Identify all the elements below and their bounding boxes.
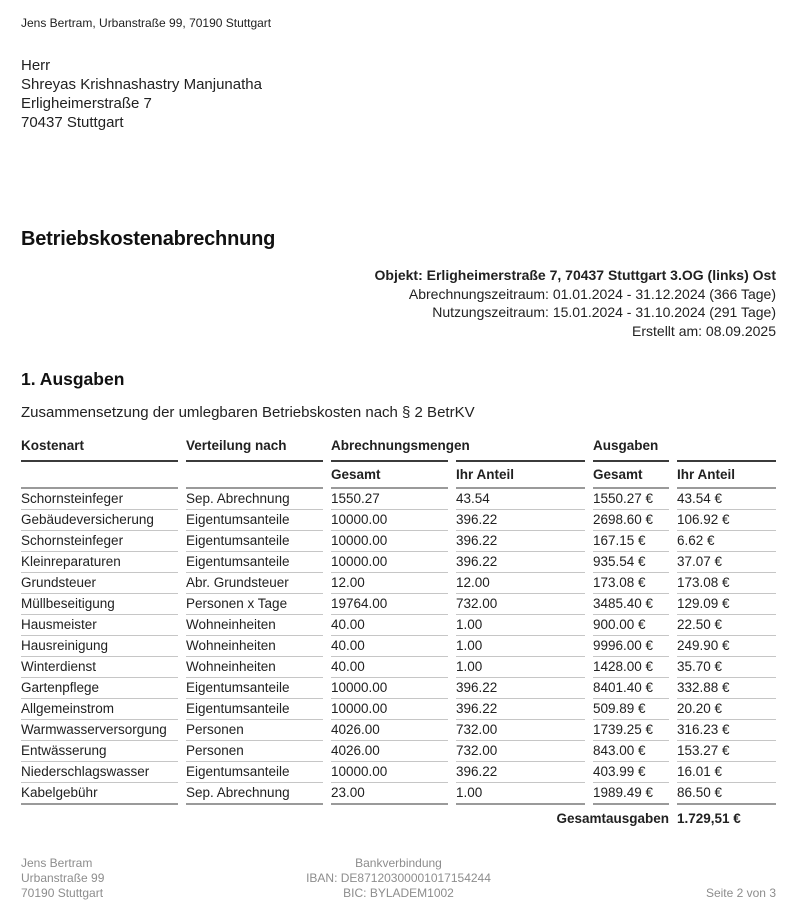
table-row (21, 699, 776, 720)
table-cell-ausgaben-anteil: 249.90 € (677, 636, 776, 657)
table-cell-verteilung: Sep. Abrechnung (186, 489, 323, 510)
table-cell-ausgaben-gesamt: 1428.00 € (593, 657, 669, 678)
table-cell-verteilung: Eigentumsanteile (186, 762, 323, 783)
table-sub-header-row (21, 462, 776, 489)
column-header-spacer-2 (677, 437, 776, 462)
column-header-ausgaben: Ausgaben (593, 437, 669, 462)
table-cell-verteilung: Personen (186, 720, 323, 741)
footer-bic-line: BIC: BYLADEM1002 (343, 886, 454, 900)
sub-header-ausgaben-anteil: Ihr Anteil (677, 462, 776, 489)
table-cell-ausgaben-gesamt: 3485.40 € (593, 594, 669, 615)
table-cell-menge-anteil: 43.54 (456, 489, 585, 510)
recipient-name: Shreyas Krishnashastry Manjunatha (21, 76, 262, 93)
section-heading: 1. Ausgaben (21, 369, 125, 389)
recipient-address (21, 56, 776, 132)
table-cell-menge-anteil: 1.00 (456, 783, 585, 805)
table-cell-ausgaben-gesamt: 8401.40 € (593, 678, 669, 699)
table-cell-menge-anteil: 1.00 (456, 657, 585, 678)
footer-page-number: Seite 2 von 3 (705, 886, 776, 900)
table-cell-ausgaben-gesamt: 509.89 € (593, 699, 669, 720)
sub-header-ausgaben-gesamt: Gesamt (593, 462, 669, 489)
table-cell-ausgaben-gesamt: 2698.60 € (593, 510, 669, 531)
created-date-line: Erstellt am: 08.09.2025 (632, 322, 776, 339)
table-row (21, 783, 776, 805)
sender-line: Jens Bertram, Urbanstraße 99, 70190 Stuttgart (21, 16, 272, 30)
costs-table-body (21, 489, 776, 805)
table-cell-menge-anteil: 396.22 (456, 678, 585, 699)
table-row (21, 741, 776, 762)
table-cell-verteilung: Personen x Tage (186, 594, 323, 615)
document-title: Betriebskostenabrechnung (21, 228, 276, 250)
table-cell-menge-gesamt: 10000.00 (331, 699, 448, 720)
table-cell-menge-anteil: 1.00 (456, 615, 585, 636)
table-cell-ausgaben-anteil: 153.27 € (677, 741, 776, 762)
table-cell-kostenart: Entwässerung (21, 741, 178, 762)
table-cell-menge-gesamt: 40.00 (331, 657, 448, 678)
footer-bank-title: Bankverbindung (355, 856, 442, 870)
table-cell-ausgaben-anteil: 86.50 € (677, 783, 776, 805)
table-cell-kostenart: Allgemeinstrom (21, 699, 178, 720)
table-cell-ausgaben-anteil: 316.23 € (677, 720, 776, 741)
total-value: 1.729,51 € (677, 811, 741, 826)
table-cell-ausgaben-gesamt: 167.15 € (593, 531, 669, 552)
table-cell-kostenart: Gartenpflege (21, 678, 178, 699)
table-cell-kostenart: Gebäudeversicherung (21, 510, 178, 531)
table-cell-menge-anteil: 732.00 (456, 594, 585, 615)
table-cell-verteilung: Eigentumsanteile (186, 699, 323, 720)
table-cell-menge-gesamt: 19764.00 (331, 594, 448, 615)
table-row (21, 720, 776, 741)
table-cell-ausgaben-gesamt: 403.99 € (593, 762, 669, 783)
sub-header-spacer-2 (186, 462, 323, 489)
footer-iban-line: IBAN: DE87120300001017154244 (306, 871, 491, 885)
total-row (21, 805, 776, 829)
table-cell-ausgaben-anteil: 173.08 € (677, 573, 776, 594)
table-cell-verteilung: Eigentumsanteile (186, 510, 323, 531)
table-cell-ausgaben-anteil: 20.20 € (677, 699, 776, 720)
total-label: Gesamtausgaben (556, 811, 669, 826)
footer-sender-block (21, 856, 241, 901)
table-cell-menge-gesamt: 23.00 (331, 783, 448, 805)
table-cell-menge-anteil: 396.22 (456, 552, 585, 573)
table-cell-menge-gesamt: 10000.00 (331, 762, 448, 783)
table-cell-ausgaben-gesamt: 9996.00 € (593, 636, 669, 657)
table-row (21, 636, 776, 657)
table-row (21, 531, 776, 552)
table-cell-menge-gesamt: 1550.27 (331, 489, 448, 510)
table-cell-verteilung: Eigentumsanteile (186, 678, 323, 699)
table-row (21, 573, 776, 594)
table-cell-ausgaben-anteil: 106.92 € (677, 510, 776, 531)
costs-table (13, 437, 784, 829)
sub-header-menge-gesamt: Gesamt (331, 462, 448, 489)
table-cell-kostenart: Schornsteinfeger (21, 489, 178, 510)
column-header-kostenart: Kostenart (21, 437, 178, 462)
table-cell-verteilung: Personen (186, 741, 323, 762)
table-row (21, 489, 776, 510)
billing-period-line: Abrechnungszeitraum: 01.01.2024 - 31.12.2024 (366 Tage) (408, 285, 776, 302)
table-cell-kostenart: Kleinreparaturen (21, 552, 178, 573)
recipient-city: 70437 Stuttgart (21, 114, 124, 131)
table-row (21, 657, 776, 678)
table-row (21, 510, 776, 531)
table-row (21, 678, 776, 699)
table-cell-menge-anteil: 396.22 (456, 510, 585, 531)
table-cell-ausgaben-gesamt: 1989.49 € (593, 783, 669, 805)
table-cell-menge-gesamt: 4026.00 (331, 741, 448, 762)
table-cell-kostenart: Winterdienst (21, 657, 178, 678)
column-header-verteilung-nach: Verteilung nach (186, 437, 323, 462)
table-cell-verteilung: Wohneinheiten (186, 615, 323, 636)
page-footer (21, 856, 776, 901)
table-cell-kostenart: Hausreinigung (21, 636, 178, 657)
table-cell-kostenart: Kabelgebühr (21, 783, 178, 805)
table-cell-menge-anteil: 396.22 (456, 531, 585, 552)
table-group-header-row (21, 437, 776, 462)
table-cell-verteilung: Sep. Abrechnung (186, 783, 323, 805)
table-cell-menge-anteil: 1.00 (456, 636, 585, 657)
table-cell-menge-anteil: 396.22 (456, 699, 585, 720)
column-header-abrechnungsmengen: Abrechnungsmengen (331, 437, 448, 462)
table-cell-menge-gesamt: 10000.00 (331, 678, 448, 699)
table-cell-ausgaben-anteil: 16.01 € (677, 762, 776, 783)
footer-sender-city: 70190 Stuttgart (21, 886, 104, 900)
table-row (21, 615, 776, 636)
table-cell-ausgaben-anteil: 332.88 € (677, 678, 776, 699)
table-cell-ausgaben-anteil: 129.09 € (677, 594, 776, 615)
table-cell-verteilung: Wohneinheiten (186, 636, 323, 657)
table-cell-menge-gesamt: 10000.00 (331, 510, 448, 531)
table-cell-menge-gesamt: 12.00 (331, 573, 448, 594)
sub-header-menge-anteil: Ihr Anteil (456, 462, 585, 489)
table-cell-ausgaben-gesamt: 173.08 € (593, 573, 669, 594)
table-cell-ausgaben-anteil: 43.54 € (677, 489, 776, 510)
recipient-salutation: Herr (21, 57, 51, 74)
table-cell-kostenart: Müllbeseitigung (21, 594, 178, 615)
footer-sender-street: Urbanstraße 99 (21, 871, 105, 885)
table-row (21, 762, 776, 783)
section-subtitle: Zusammensetzung der umlegbaren Betriebskosten nach § 2 BetrKV (21, 404, 475, 421)
table-cell-verteilung: Wohneinheiten (186, 657, 323, 678)
table-cell-kostenart: Grundsteuer (21, 573, 178, 594)
table-cell-verteilung: Abr. Grundsteuer (186, 573, 323, 594)
table-cell-ausgaben-gesamt: 843.00 € (593, 741, 669, 762)
table-cell-ausgaben-anteil: 6.62 € (677, 531, 776, 552)
table-cell-kostenart: Niederschlagswasser (21, 762, 178, 783)
footer-bank-block (241, 856, 556, 901)
table-cell-ausgaben-gesamt: 900.00 € (593, 615, 669, 636)
sub-header-spacer-1 (21, 462, 178, 489)
table-cell-menge-anteil: 396.22 (456, 762, 585, 783)
object-meta-block (21, 266, 776, 340)
table-cell-ausgaben-anteil: 22.50 € (677, 615, 776, 636)
table-cell-ausgaben-anteil: 37.07 € (677, 552, 776, 573)
recipient-street: Erligheimerstraße 7 (21, 95, 152, 112)
table-cell-verteilung: Eigentumsanteile (186, 531, 323, 552)
table-cell-menge-gesamt: 10000.00 (331, 552, 448, 573)
table-cell-menge-gesamt: 40.00 (331, 636, 448, 657)
table-cell-verteilung: Eigentumsanteile (186, 552, 323, 573)
table-cell-kostenart: Hausmeister (21, 615, 178, 636)
table-cell-menge-gesamt: 4026.00 (331, 720, 448, 741)
table-cell-menge-anteil: 12.00 (456, 573, 585, 594)
table-cell-ausgaben-gesamt: 1550.27 € (593, 489, 669, 510)
table-cell-menge-anteil: 732.00 (456, 720, 585, 741)
table-cell-ausgaben-gesamt: 1739.25 € (593, 720, 669, 741)
object-line: Objekt: Erligheimerstraße 7, 70437 Stuttgart 3.OG (links) Ost (374, 267, 776, 283)
table-cell-kostenart: Warmwasserversorgung (21, 720, 178, 741)
table-cell-kostenart: Schornsteinfeger (21, 531, 178, 552)
table-cell-ausgaben-gesamt: 935.54 € (593, 552, 669, 573)
table-row (21, 552, 776, 573)
table-cell-menge-anteil: 732.00 (456, 741, 585, 762)
table-row (21, 594, 776, 615)
footer-sender-name: Jens Bertram (21, 856, 93, 870)
table-cell-menge-gesamt: 40.00 (331, 615, 448, 636)
table-cell-ausgaben-anteil: 35.70 € (677, 657, 776, 678)
column-header-spacer-1 (456, 437, 585, 462)
table-cell-menge-gesamt: 10000.00 (331, 531, 448, 552)
usage-period-line: Nutzungszeitraum: 15.01.2024 - 31.10.2024 (291 Tage) (432, 304, 776, 320)
